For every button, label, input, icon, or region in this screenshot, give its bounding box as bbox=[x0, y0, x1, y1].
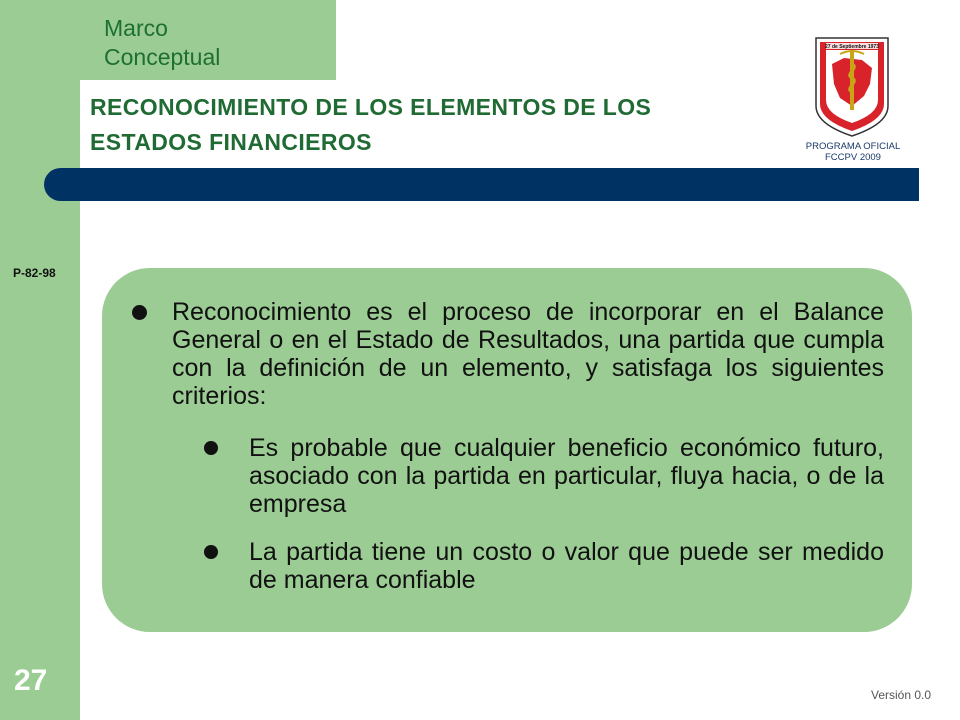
sub-bullet-text-2: La partida tiene un costo o valor que puede ser medido de manera confiable bbox=[249, 538, 884, 594]
slide-title-line1: RECONOCIMIENTO DE LOS ELEMENTOS DE LOS bbox=[90, 94, 652, 120]
version-label: Versión 0.0 bbox=[871, 688, 932, 702]
reference-code: P-82-98 bbox=[13, 266, 56, 280]
page-number: 27 bbox=[14, 664, 48, 697]
program-caption bbox=[790, 141, 916, 163]
ccpv-seal-logo bbox=[810, 34, 894, 138]
sub-bullet-text-1: Es probable que cualquier beneficio económico futuro, asociado con la partida en particular, fluya hacia, o de la empresa bbox=[249, 434, 884, 518]
program-caption-line1: PROGRAMA OFICIAL bbox=[805, 141, 901, 152]
sub-bullet-dot bbox=[204, 441, 218, 455]
section-label-line2: Conceptual bbox=[104, 44, 221, 70]
seal-date-text: 27 de Septiembre 1973 bbox=[825, 44, 879, 50]
slide-title bbox=[90, 90, 790, 160]
section-label bbox=[104, 14, 220, 72]
header-band bbox=[44, 168, 919, 201]
section-label-line1: Marco bbox=[104, 15, 168, 41]
bullet-dot bbox=[132, 305, 147, 320]
left-sidebar-bar bbox=[0, 0, 80, 720]
main-bullet-text: Reconocimiento es el proceso de incorporar en el Balance General o en el Estado de Resultados, una partida que cumpla con la definición de un elemento, y satisfaga los siguientes criterios: bbox=[172, 298, 884, 410]
sub-bullet-dot bbox=[204, 545, 218, 559]
program-caption-line2: FCCPV 2009 bbox=[825, 152, 881, 163]
slide-title-line2: ESTADOS FINANCIEROS bbox=[90, 129, 372, 155]
